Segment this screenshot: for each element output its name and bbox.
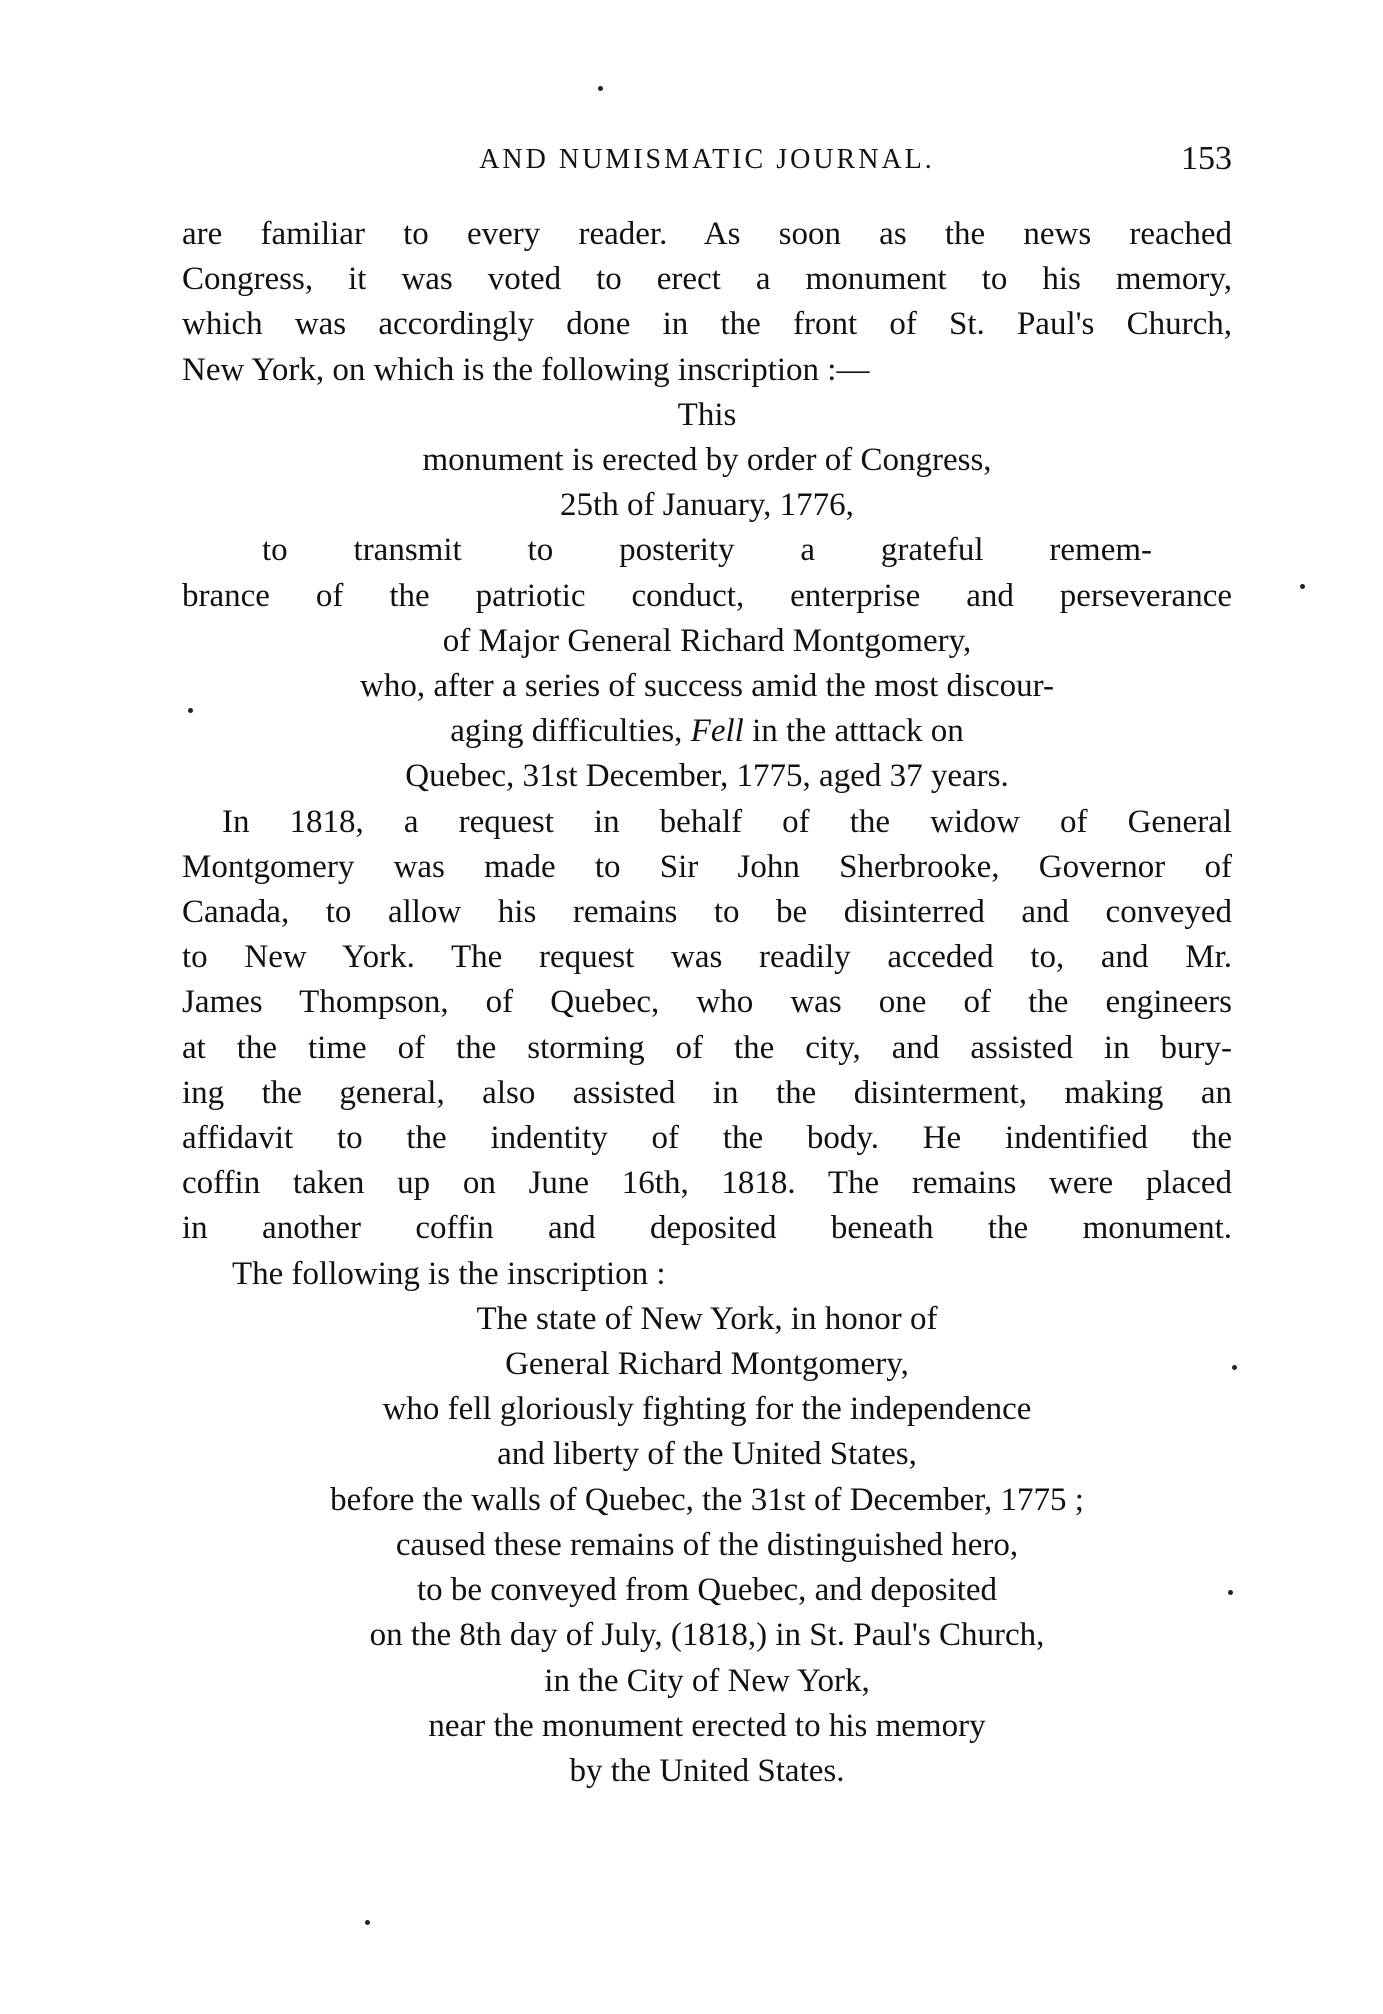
text-line: Congress, it was voted to erect a monument to his memory,	[182, 261, 1232, 298]
inscription-line: to be conveyed from Quebec, and deposited	[416, 1572, 998, 1609]
inscription-line: in the City of New York,	[544, 1662, 870, 1699]
inscription-line: The state of New York, in honor of	[476, 1300, 938, 1337]
inscription-line: General Richard Montgomery,	[505, 1346, 909, 1383]
text-line: In 1818, a request in behalf of the widow of General	[222, 803, 1232, 840]
inscription-line: brance of the patriotic conduct, enterprise and perseverance	[182, 577, 1232, 614]
inscription-text: in the atttack on	[743, 713, 964, 750]
text-line: ing the general, also assisted in the disinterment, making an	[182, 1074, 1232, 1111]
text-line: Montgomery was made to Sir John Sherbrooke, Governor of	[182, 848, 1232, 885]
text-line: James Thompson, of Quebec, who was one of the engineers	[182, 984, 1232, 1021]
monument-inscription	[182, 393, 1232, 800]
print-speck	[1232, 1365, 1237, 1370]
running-title: AND NUMISMATIC JOURNAL.	[479, 144, 935, 175]
page-number: 153	[1181, 140, 1232, 177]
inscription-line: to transmit to posterity a grateful remem-	[262, 532, 1152, 569]
text-line: New York, on which is the following inscription :—	[182, 351, 870, 388]
inscription-text: aging difficulties,	[450, 713, 691, 750]
text-line: to New York. The request was readily acceded to, and Mr.	[182, 939, 1232, 976]
inscription-line: 25th of January, 1776,	[560, 487, 854, 524]
text-line: which was accordingly done in the front of St. Paul's Church,	[182, 306, 1232, 343]
reburial-inscription	[182, 1297, 1232, 1794]
inscription-line: and liberty of the United States,	[497, 1436, 917, 1473]
inscription-line: of Major General Richard Montgomery,	[442, 622, 972, 659]
body-text	[182, 212, 1232, 1794]
inscription-line: by the United States.	[569, 1752, 845, 1789]
print-speck	[365, 1920, 370, 1925]
italic-word: Fell	[690, 713, 744, 750]
inscription-line: who fell gloriously fighting for the independence	[382, 1391, 1032, 1428]
text-line: coffin taken up on June 16th, 1818. The remains were placed	[182, 1165, 1232, 1202]
text-line: at the time of the storming of the city, and assisted in bury-	[182, 1029, 1232, 1066]
print-speck	[1300, 584, 1305, 589]
inscription-line: on the 8th day of July, (1818,) in St. Paul's Church,	[369, 1617, 1045, 1654]
inscription-line: This	[677, 396, 737, 433]
print-speck	[598, 86, 603, 91]
inscription-intro: The following is the inscription :	[232, 1255, 666, 1292]
inscription-line: caused these remains of the distinguished hero,	[395, 1526, 1019, 1563]
text-line: affidavit to the indentity of the body. He indentified the	[182, 1120, 1232, 1157]
inscription-line: Quebec, 31st December, 1775, aged 37 years.	[405, 758, 1009, 795]
text-line: are familiar to every reader. As soon as the news reached	[182, 216, 1232, 252]
paragraph-remains	[182, 800, 1232, 1252]
inscription-line: before the walls of Quebec, the 31st of December, 1775 ;	[330, 1481, 1084, 1518]
text-line: Canada, to allow his remains to be disinterred and conveyed	[182, 894, 1232, 931]
inscription-line: near the monument erected to his memory	[428, 1707, 986, 1744]
text-line: in another coffin and deposited beneath the monument.	[182, 1210, 1232, 1247]
paragraph-continuation	[182, 212, 1232, 393]
page-header	[182, 140, 1232, 190]
inscription-line-fell	[182, 709, 1232, 754]
inscription-line: who, after a series of success amid the most discour-	[360, 668, 1054, 705]
inscription-line: monument is erected by order of Congress,	[422, 442, 992, 479]
